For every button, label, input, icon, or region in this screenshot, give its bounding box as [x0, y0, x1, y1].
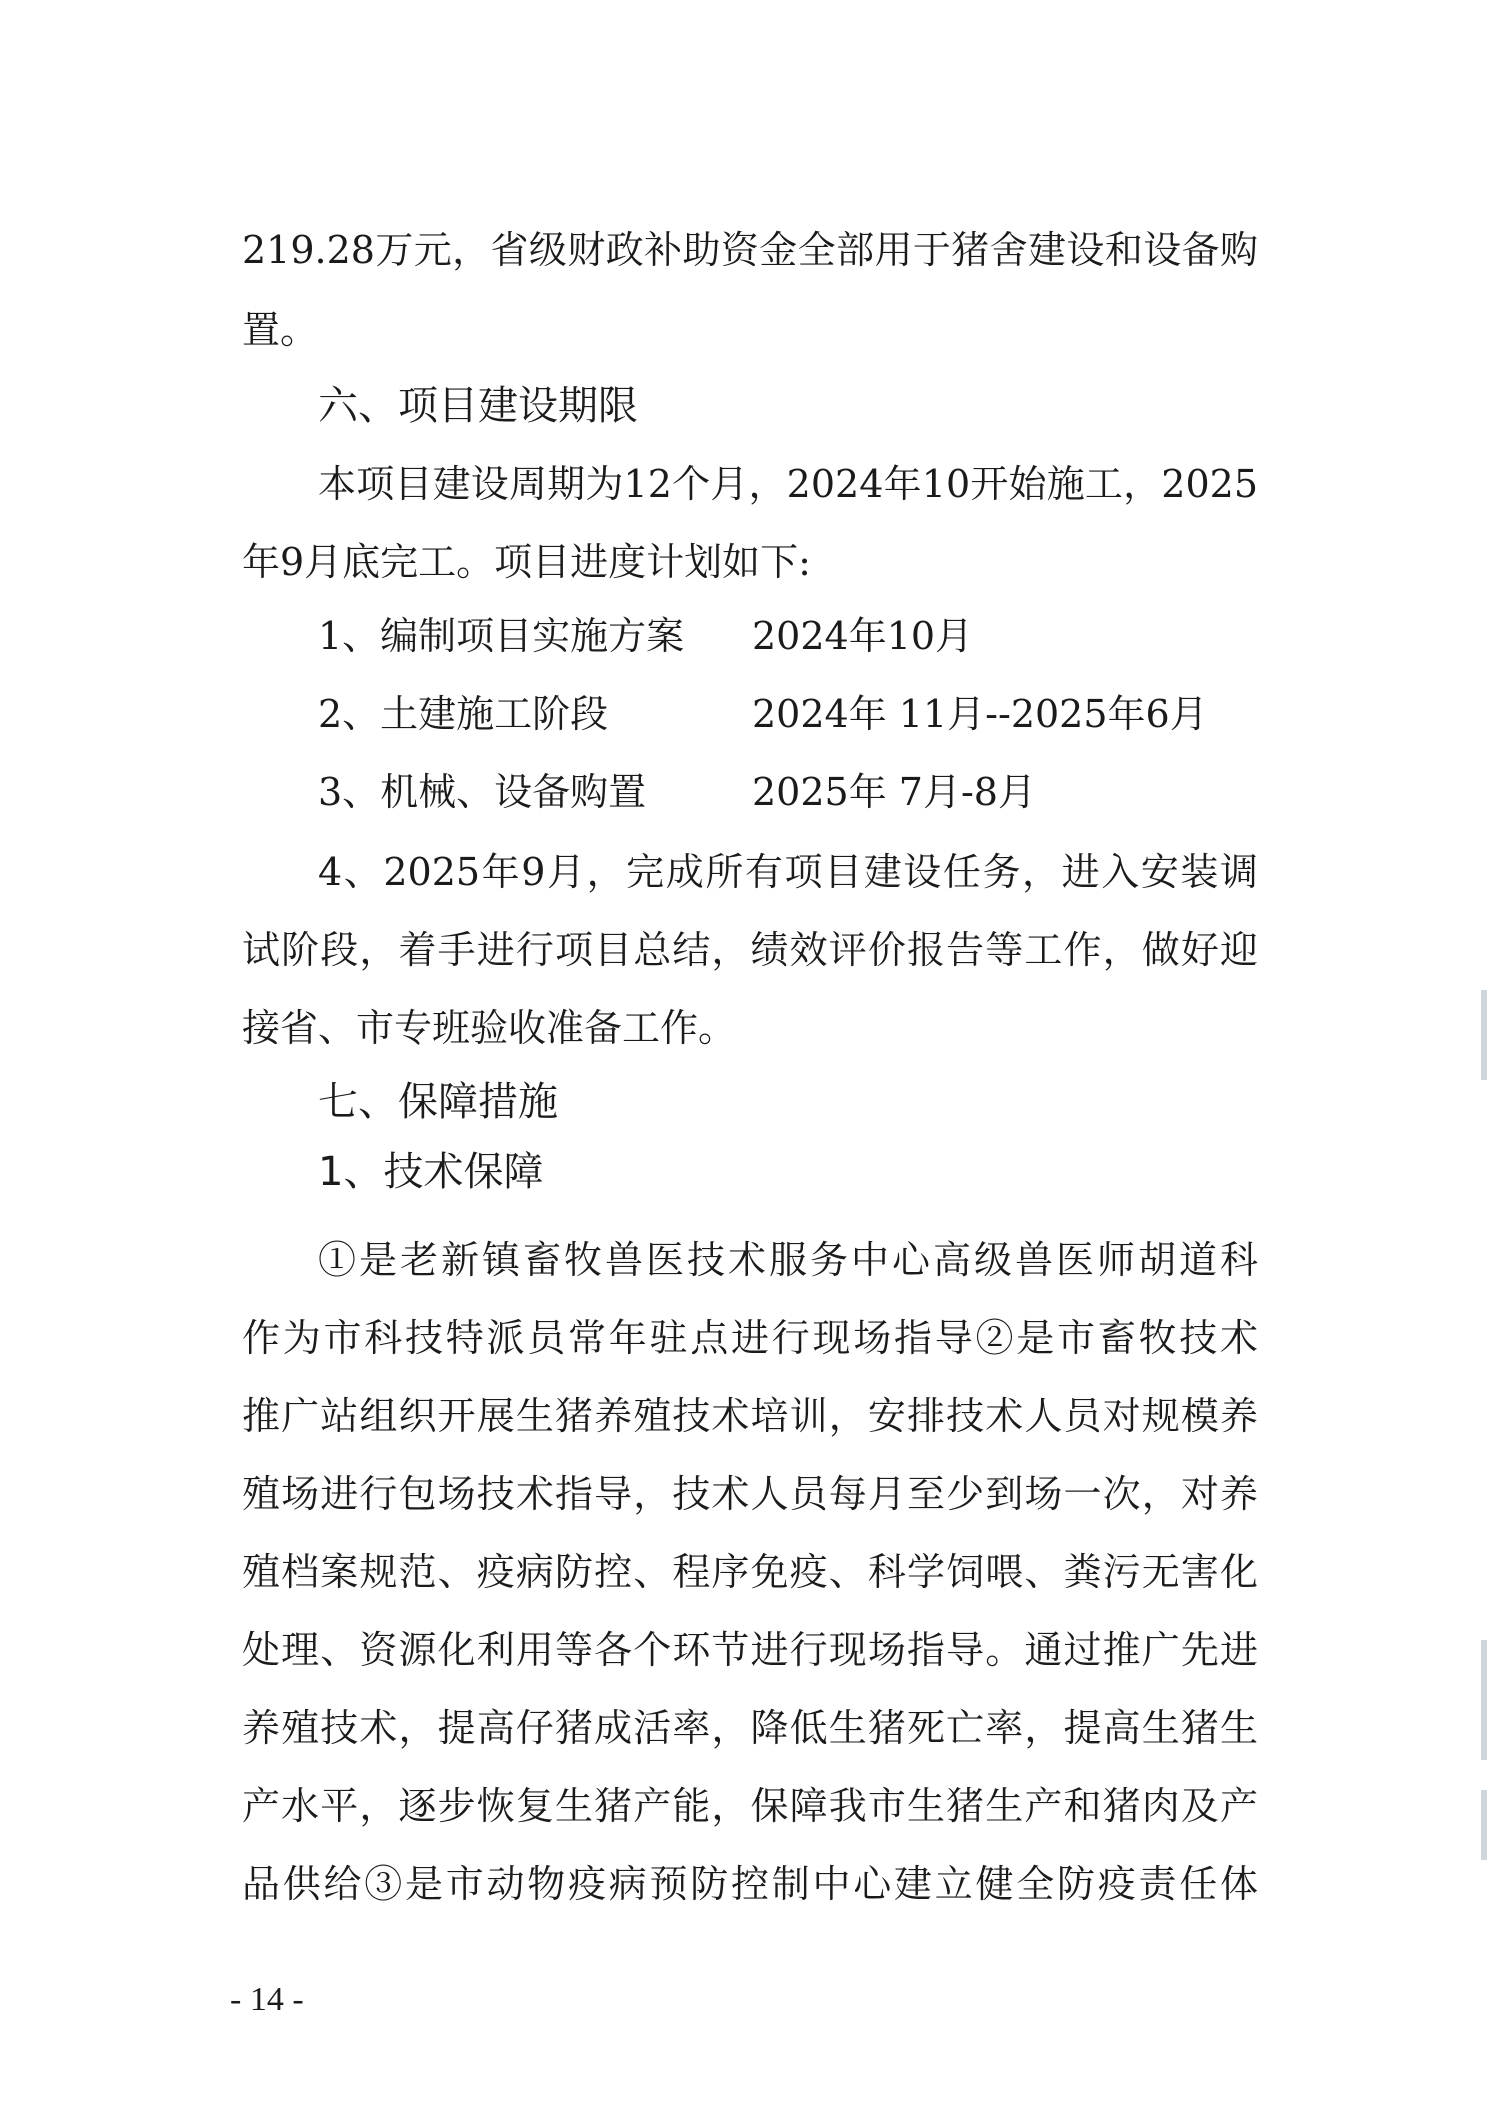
paragraph-line: 4、2025年9月，完成所有项目建设任务，进入安装调: [318, 850, 1258, 894]
subsection-heading: 1、技术保障: [318, 1149, 544, 1195]
paragraph-line: 产水平，逐步恢复生猪产能，保障我市生猪生产和猪肉及产: [242, 1784, 1258, 1828]
scan-edge-mark: [1481, 1640, 1487, 1760]
paragraph-line: 本项目建设周期为12个月，2024年10开始施工，2025: [318, 462, 1258, 506]
paragraph-line: 219.28万元，省级财政补助资金全部用于猪舍建设和设备购: [242, 228, 1258, 272]
scan-edge-mark: [1481, 1790, 1487, 1860]
scan-edge-mark: [1481, 990, 1487, 1080]
schedule-date: 2025年 7月-8月: [752, 770, 1036, 814]
paragraph-line: 殖场进行包场技术指导，技术人员每月至少到场一次，对养: [242, 1472, 1258, 1516]
section-heading-7: 七、保障措施: [318, 1079, 558, 1125]
paragraph-line: 作为市科技特派员常年驻点进行现场指导②是市畜牧技术: [242, 1316, 1258, 1360]
schedule-item: 2、土建施工阶段: [318, 692, 609, 736]
paragraph-line: 殖档案规范、疫病防控、程序免疫、科学饲喂、粪污无害化: [242, 1550, 1258, 1594]
paragraph-line: 品供给③是市动物疫病预防控制中心建立健全防疫责任体: [242, 1862, 1258, 1906]
paragraph-line: 置。: [242, 308, 319, 352]
paragraph-line: 接省、市专班验收准备工作。: [242, 1006, 737, 1050]
schedule-item: 3、机械、设备购置: [318, 770, 647, 814]
page-number: - 14 -: [230, 1981, 304, 2018]
paragraph-line: 处理、资源化利用等各个环节进行现场指导。通过推广先进: [242, 1628, 1258, 1672]
paragraph-line: 推广站组织开展生猪养殖技术培训，安排技术人员对规模养: [242, 1394, 1258, 1438]
paragraph-line: 试阶段，着手进行项目总结，绩效评价报告等工作，做好迎: [242, 928, 1258, 972]
schedule-date: 2024年 11月--2025年6月: [752, 692, 1208, 736]
paragraph-line: ①是老新镇畜牧兽医技术服务中心高级兽医师胡道科: [318, 1238, 1258, 1282]
section-heading-6: 六、项目建设期限: [318, 383, 638, 429]
schedule-item: 1、编制项目实施方案: [318, 614, 685, 658]
paragraph-line: 养殖技术，提高仔猪成活率，降低生猪死亡率，提高生猪生: [242, 1706, 1258, 1750]
schedule-date: 2024年10月: [752, 614, 974, 658]
paragraph-line: 年9月底完工。项目进度计划如下:: [242, 540, 811, 584]
